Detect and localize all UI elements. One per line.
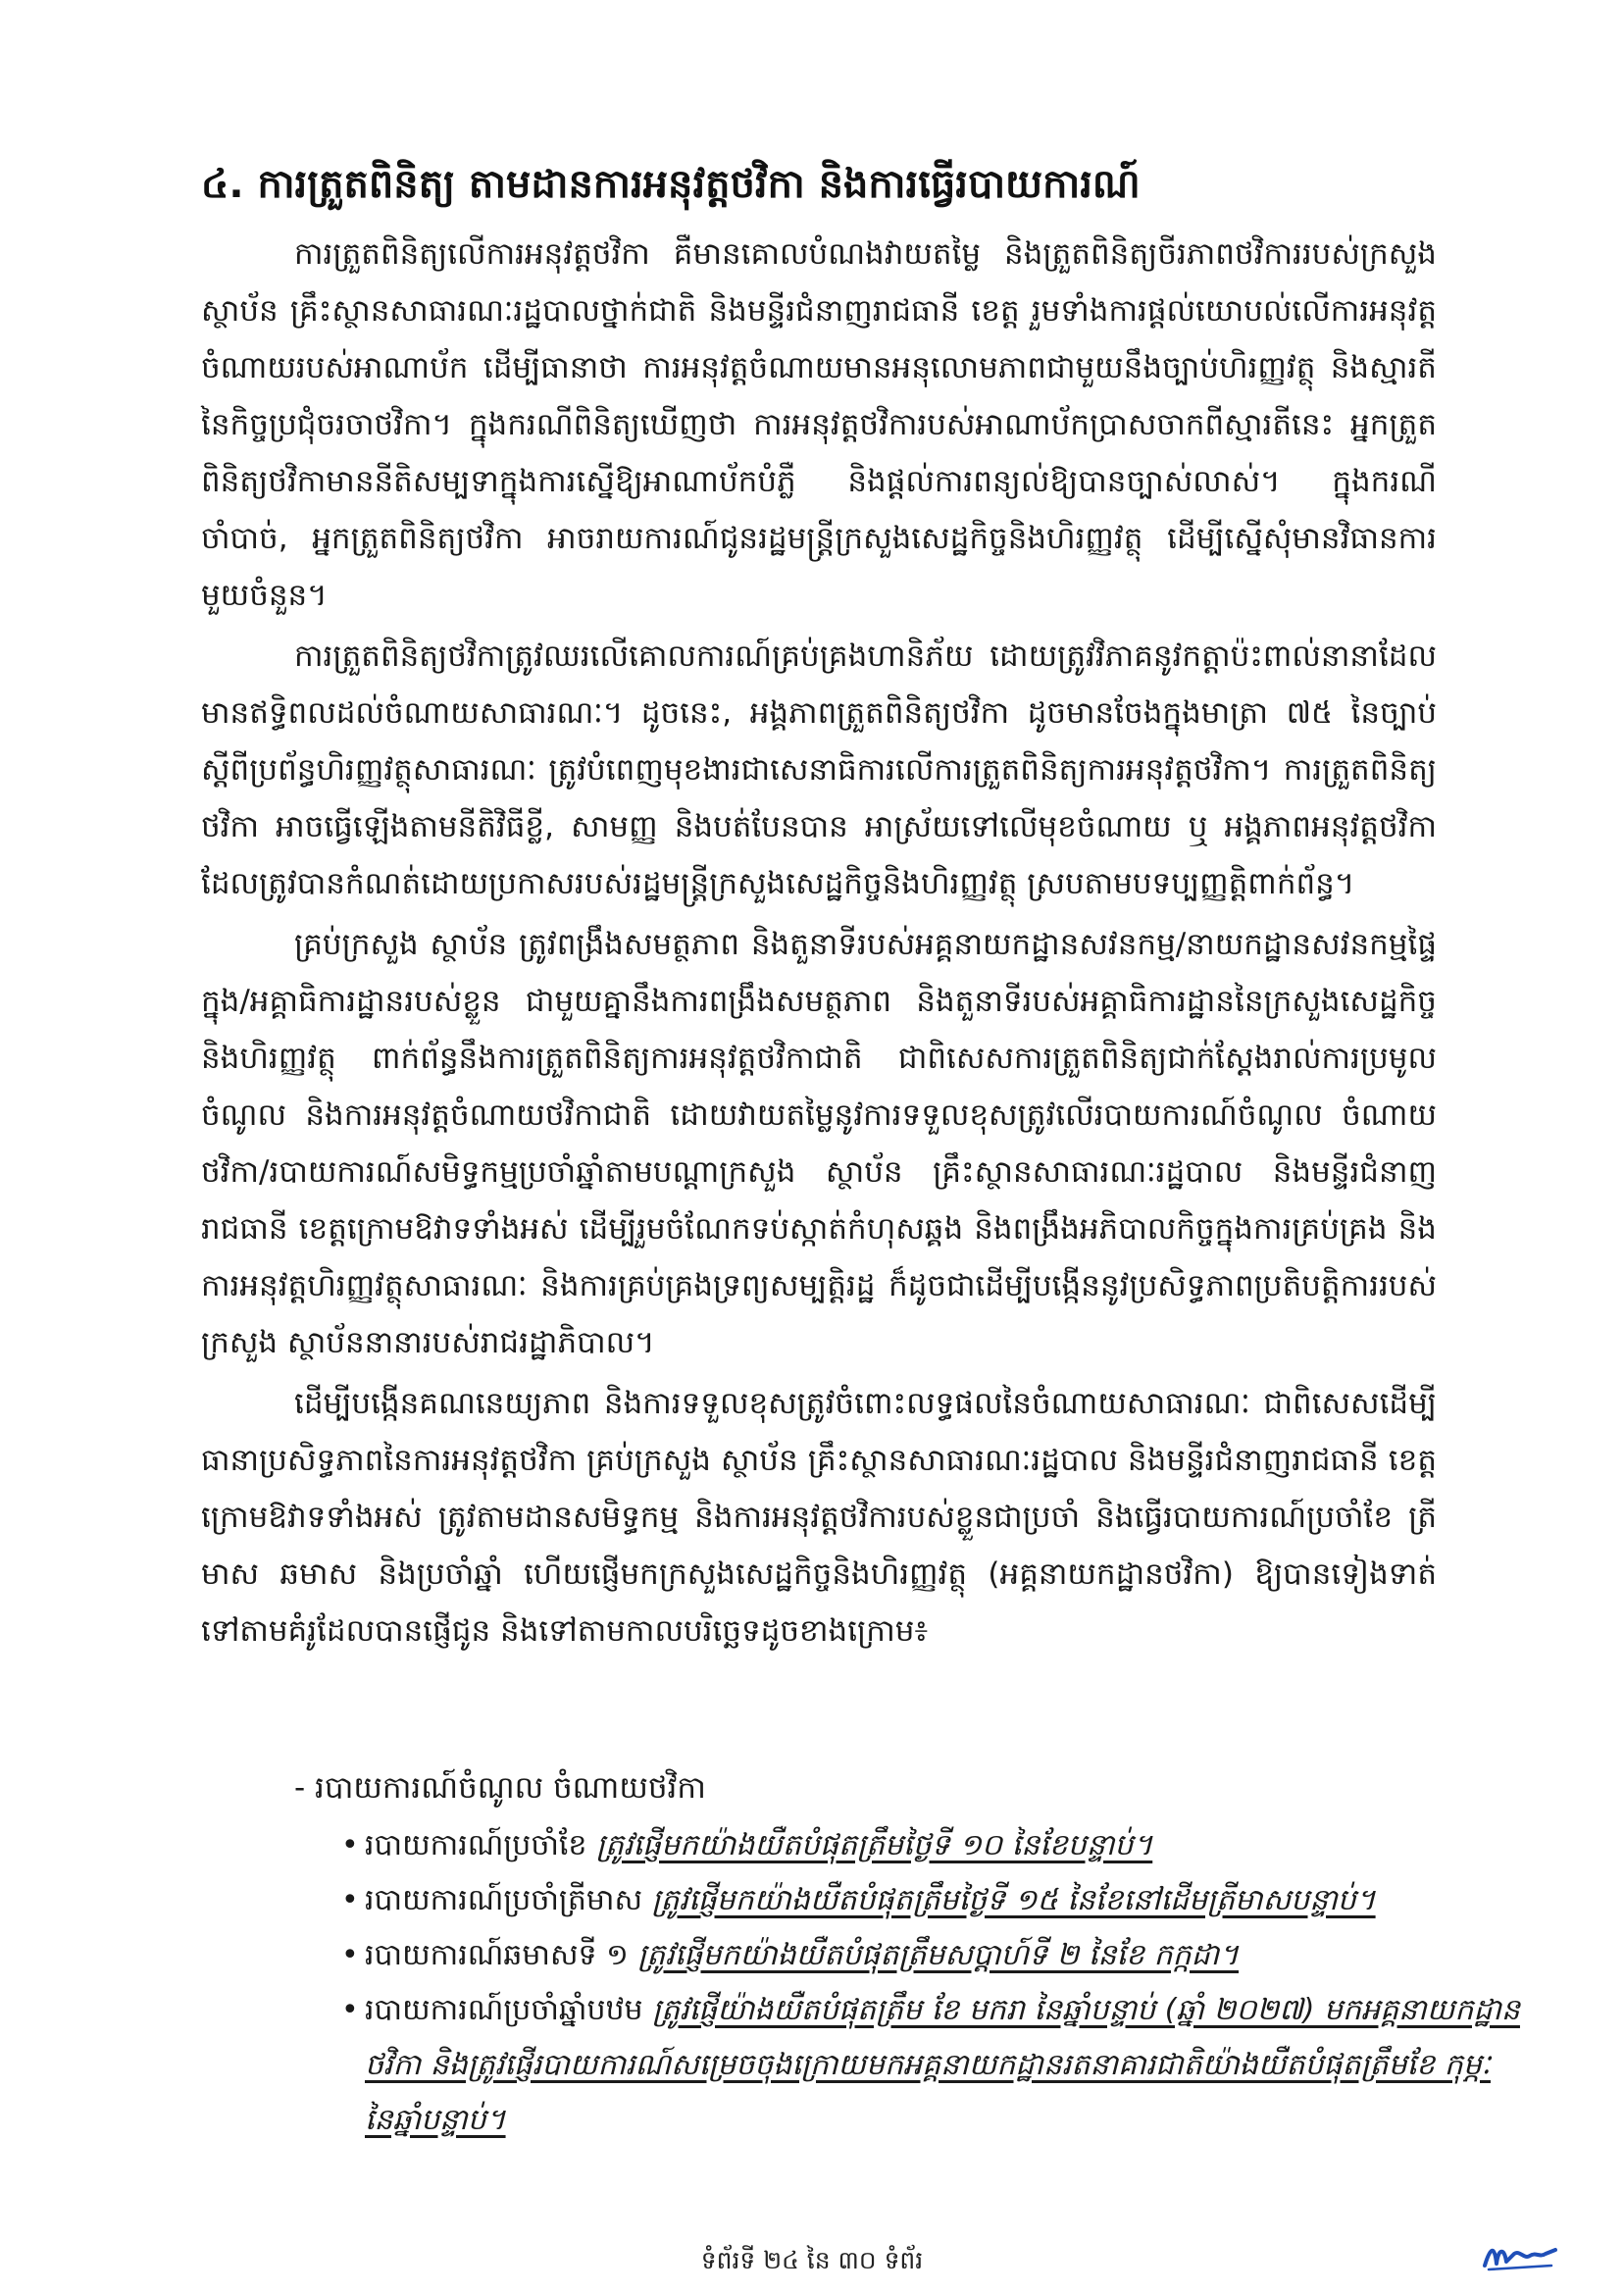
list-item <box>341 1928 1520 1983</box>
bullet-icon: • <box>341 1828 359 1862</box>
page-number: ទំព័រទី ២៤ នៃ ៣០ ទំព័រ <box>700 2246 924 2274</box>
list-item <box>341 1818 1520 1873</box>
report-deadline: ត្រូវផ្ញើយ៉ាងយឺតបំផុតត្រឹម ខែ មករា នៃឆ្នាំបន្ទាប់ (ឆ្នាំ ២០២៧) មកអគ្គនាយកដ្ឋានថវិកា និងត្រូវផ្ញើរបាយការណ៍សម្រេចចុងក្រោយមកអគ្គនាយកដ្ឋានរតនាគារជាតិយ៉ាងយឺតបំផុតត្រឹមខែ កុម្ភៈ នៃឆ្នាំបន្ទាប់។ <box>365 1993 1520 2137</box>
paragraph-4: ដើម្បីបង្កើនគណនេយ្យភាព និងការទទួលខុសត្រូវចំពោះលទ្ធផលនៃចំណាយសាធារណៈ ជាពិសេសដើម្បីធានាប្រសិទ្ធភាពនៃការអនុវត្តថវិកា គ្រប់ក្រសួង ស្ថាប័ន គ្រឹះស្ថានសាធារណៈរដ្ឋបាល និងមន្ទីរជំនាញរាជធានី ខេត្តក្រោមឱវាទទាំងអស់ ត្រូវតាមដានសមិទ្ធកម្ម និងការអនុវត្តថវិការបស់ខ្លួនជាប្រចាំ និងធ្វើរបាយការណ៍ប្រចាំខែ ត្រីមាស ឆមាស និងប្រចាំឆ្នាំ ហើយផ្ញើមកក្រសួងសេដ្ឋកិច្ចនិងហិរញ្ញវត្ថុ (អគ្គនាយកដ្ឋានថវិកា) ឱ្យបានទៀងទាត់ទៅតាមគំរូដែលបានផ្ញើជូន និងទៅតាមកាលបរិច្ឆេទដូចខាងក្រោម៖ <box>201 1386 1437 1649</box>
report-deadline: ត្រូវផ្ញើមកយ៉ាងយឺតបំផុតត្រឹមថ្ងៃទី ១៥ នៃខែនៅដើមត្រីមាសបន្ទាប់។ <box>651 1883 1376 1917</box>
report-schedule <box>294 1761 1520 2148</box>
bullet-icon: • <box>341 1883 359 1917</box>
report-deadline: ត្រូវផ្ញើមកយ៉ាងយឺតបំផុតត្រឹមសប្តាហ៍ទី ២ នៃខែ កក្កដា។ <box>637 1938 1240 1972</box>
body-text <box>201 226 1437 1663</box>
report-label: របាយការណ៍ប្រចាំត្រីមាស <box>365 1883 643 1917</box>
section-heading: ៤. ការត្រួតពិនិត្យ តាមដានការអនុវត្តថវិកា និងការធ្វើរបាយការណ៍ <box>201 162 1141 207</box>
report-list <box>294 1818 1520 2148</box>
report-label: របាយការណ៍ប្រចាំខែ <box>365 1828 587 1862</box>
bullet-icon: • <box>341 1938 359 1972</box>
bullet-icon: • <box>341 1993 359 2027</box>
paragraph-3: គ្រប់ក្រសួង ស្ថាប័ន ត្រូវពង្រឹងសមត្ថភាព និងតួនាទីរបស់អគ្គនាយកដ្ឋានសវនកម្ម/នាយកដ្ឋានសវនកម្មផ្ទៃក្នុង/អគ្គាធិការដ្ឋានរបស់ខ្លួន ជាមួយគ្នានឹងការពង្រឹងសមត្ថភាព និងតួនាទីរបស់អគ្គាធិការដ្ឋាននៃក្រសួងសេដ្ឋកិច្ចនិងហិរញ្ញវត្ថុ ពាក់ព័ន្ធនឹងការត្រួតពិនិត្យការអនុវត្តថវិកាជាតិ ជាពិសេសការត្រួតពិនិត្យជាក់ស្តែងរាល់ការប្រមូលចំណូល និងការអនុវត្តចំណាយថវិកាជាតិ ដោយវាយតម្លៃនូវការទទួលខុសត្រូវលើរបាយការណ៍ចំណូល ចំណាយថវិកា/របាយការណ៍សមិទ្ធកម្មប្រចាំឆ្នាំតាមបណ្តាក្រសួង ស្ថាប័ន គ្រឹះស្ថានសាធារណៈរដ្ឋបាល និងមន្ទីរជំនាញរាជធានី ខេត្តក្រោមឱវាទទាំងអស់ ដើម្បីរួមចំណែកទប់ស្កាត់កំហុសឆ្គង និងពង្រឹងអភិបាលកិច្ចក្នុងការគ្រប់គ្រង និងការអនុវត្តហិរញ្ញវត្ថុសាធារណៈ និងការគ្រប់គ្រងទ្រព្យសម្បត្តិរដ្ឋ ក៏ដូចជាដើម្បីបង្កើននូវប្រសិទ្ធភាពប្រតិបត្តិការរបស់ក្រសួង ស្ថាប័ននានារបស់រាជរដ្ឋាភិបាល។ <box>201 927 1437 1360</box>
handwritten-initials-icon <box>1481 2236 1559 2275</box>
paragraph-1: ការត្រួតពិនិត្យលើការអនុវត្តថវិកា គឺមានគោលបំណងវាយតម្លៃ និងត្រួតពិនិត្យចីរភាពថវិការរបស់ក្រសួង ស្ថាប័ន គ្រឹះស្ថានសាធារណៈរដ្ឋបាលថ្នាក់ជាតិ និងមន្ទីរជំនាញរាជធានី ខេត្ត រួមទាំងការផ្តល់យោបល់លើការអនុវត្តចំណាយរបស់អាណាប័ក ដើម្បីធានាថា ការអនុវត្តចំណាយមានអនុលោមភាពជាមួយនឹងច្បាប់ហិរញ្ញវត្ថុ និងស្មារតីនៃកិច្ចប្រជុំចរចាថវិកា។ ក្នុងករណីពិនិត្យឃើញថា ការអនុវត្តថវិការបស់អាណាប័កប្រាសចាកពីស្មារតីនេះ អ្នកត្រួតពិនិត្យថវិកាមាននីតិសម្បទាក្នុងការស្នើឱ្យអាណាប័កបំភ្លឺ និងផ្តល់ការពន្យល់ឱ្យបានច្បាស់លាស់។ ក្នុងករណីចាំបាច់, អ្នកត្រួតពិនិត្យថវិកា អាចរាយការណ៍ជូនរដ្ឋមន្ត្រីក្រសួងសេដ្ឋកិច្ចនិងហិរញ្ញវត្ថុ ដើម្បីស្នើសុំមានវិធានការមួយចំនួន។ <box>201 236 1437 613</box>
paragraph-2: ការត្រួតពិនិត្យថវិកាត្រូវឈរលើគោលការណ៍គ្រប់គ្រងហានិភ័យ ដោយត្រូវវិភាគនូវកត្តាប៉ះពាល់នានាដែលមានឥទ្ធិពលដល់ចំណាយសាធារណៈ។ ដូចនេះ, អង្គភាពត្រួតពិនិត្យថវិកា ដូចមានចែងក្នុងមាត្រា ៧៥ នៃច្បាប់ស្តីពីប្រព័ន្ធហិរញ្ញវត្ថុសាធារណៈ ត្រូវបំពេញមុខងារជាសេនាធិការលើការត្រួតពិនិត្យការអនុវត្តថវិកា។ ការត្រួតពិនិត្យថវិកា អាចធ្វើឡើងតាមនីតិវិធីខ្លី, សាមញ្ញ និងបត់បែនបាន អាស្រ័យទៅលើមុខចំណាយ ឬ អង្គភាពអនុវត្តថវិកា ដែលត្រូវបានកំណត់ដោយប្រកាសរបស់រដ្ឋមន្ត្រីក្រសួងសេដ្ឋកិច្ចនិងហិរញ្ញវត្ថុ ស្របតាមបទប្បញ្ញត្តិពាក់ព័ន្ធ។ <box>201 638 1437 901</box>
report-deadline: ត្រូវផ្ញើមកយ៉ាងយឺតបំផុតត្រឹមថ្ងៃទី ១០ នៃខែបន្ទាប់។ <box>596 1828 1153 1862</box>
report-label: របាយការណ៍ឆមាសទី ១ <box>365 1938 629 1972</box>
list-item <box>341 1983 1520 2148</box>
report-label: របាយការណ៍ប្រចាំឆ្នាំបឋម <box>365 1993 643 2027</box>
list-item <box>341 1873 1520 1928</box>
report-title: - របាយការណ៍ចំណូល ចំណាយថវិកា <box>294 1770 706 1806</box>
